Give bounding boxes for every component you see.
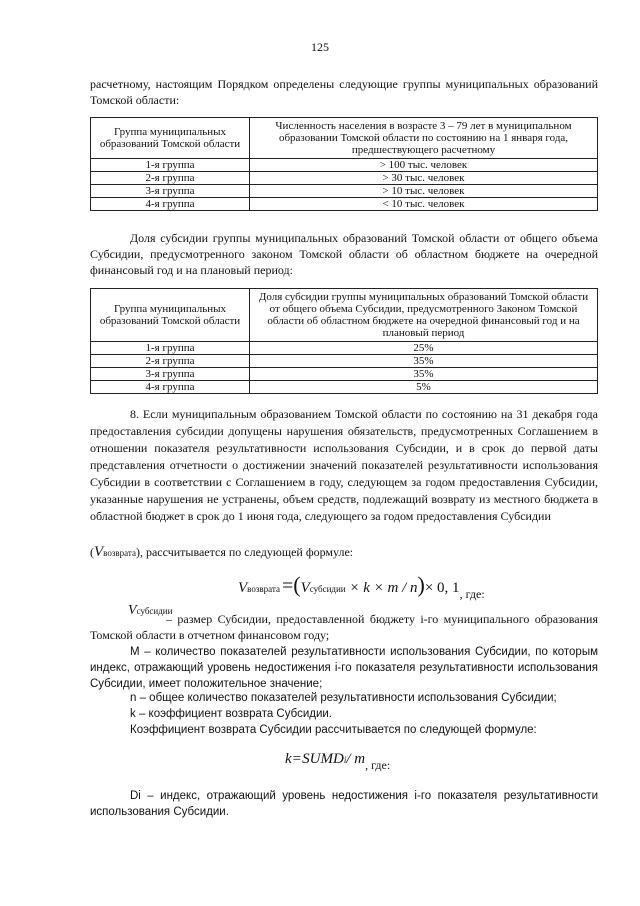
table-header-row: [91, 118, 598, 159]
formula1-lhs-sub: возврата: [247, 584, 280, 594]
table-header-cell: Доля субсидии группы муниципальных образований Томской области от общего объема Субсидии, предусмотренного Законом Томской области об областном бюджете на очередной финансовый год и на плановый период: [250, 289, 598, 342]
table-header-cell: Группа муниципальных образований Томской области: [91, 289, 250, 342]
table-row: [91, 355, 598, 368]
k-formula-intro: Коэффициент возврата Субсидии рассчитывается по следующей формуле:: [130, 724, 537, 736]
table-row: [91, 368, 598, 381]
formula1-rhs-var: V: [300, 580, 310, 596]
table-cell: > 100 тыс. человек: [250, 159, 598, 172]
formula-coefficient-k: [285, 748, 390, 771]
table-cell: 2-я группа: [91, 172, 250, 185]
definition-v-subsidy: – размер Субсидии, предоставленной бюджету i-го муниципального образования Томской области в отчетном финансовом году;: [90, 612, 598, 642]
paragraph-8: 8. Если муниципальным образованием Томской области по состоянию на 31 декабря года предоставления субсидии допущены нарушения обязательств, предусмотренных Соглашением в отношении показателя результативности использования Субсидии, и в срок до первой даты представления отчетности о достижении значений показателей результативности использования Субсидии в соответствии с Соглашением в году, следующем за годом предоставления Субсидии, указанные нарушения не устранены, объем средств, подлежащий возврату из местного бюджета в областной бюджет в срок до 1 июня года, следующего за годом предоставления Субсидии: [90, 407, 598, 523]
table-cell: 2-я группа: [91, 355, 250, 368]
table-cell: 4-я группа: [91, 198, 250, 211]
table-cell: 25%: [250, 342, 598, 355]
formula2-tail: / m: [346, 751, 366, 767]
share-intro-paragraph: Доля субсидии группы муниципальных образований Томской области от общего объема Субсидии, предусмотренного законом Томской области об областном бюджете на очередной финансовый год и на плановый период:: [90, 231, 598, 277]
table-cell: 3-я группа: [91, 368, 250, 381]
table-row: [91, 342, 598, 355]
formula2-body: SUMD: [302, 751, 344, 767]
formula2-eq: =: [292, 751, 302, 767]
table-cell: 4-я группа: [91, 381, 250, 394]
table-cell: > 30 тыс. человек: [250, 172, 598, 185]
formula2-where: , где:: [365, 758, 391, 772]
formula1-rhs-sub: субсидии: [309, 584, 346, 594]
table-cell: < 10 тыс. человек: [250, 198, 598, 211]
formula1-factor: × 0, 1: [424, 580, 460, 596]
definition-m: M – количество показателей результативности использования Субсидии, по которым индекс, отражающий уровень недостижения i-го показателя результативности использования Субсидии, имеет положительное значение;: [90, 646, 598, 690]
page-number: 125: [311, 40, 329, 54]
table-cell: > 10 тыс. человек: [250, 185, 598, 198]
table-header-cell: Численность населения в возрасте 3 – 79 лет в муниципальном образовании Томской области по состоянию на 1 января года, предшествующего расчетному: [250, 118, 598, 159]
v-return-subscript: возврата: [103, 548, 136, 558]
table-row: [91, 159, 598, 172]
formula1-lhs-var: V: [238, 580, 248, 596]
table-cell: 3-я группа: [91, 185, 250, 198]
paragraph-8-tail-text: ), рассчитывается по следующей формуле:: [135, 545, 354, 559]
definition-di: Di – индекс, отражающий уровень недостижения i-го показателя результативности использования Субсидии.: [90, 790, 598, 818]
definition-n: n – общее количество показателей результативности использования Субсидии;: [130, 692, 557, 704]
table-cell: 35%: [250, 355, 598, 368]
formula2-lhs: k: [285, 751, 292, 767]
population-groups-table: [90, 117, 598, 211]
v-return-symbol: V: [94, 544, 104, 560]
table-header-row: [91, 289, 598, 342]
formula1-rhs-rest: × k × m / n: [349, 580, 418, 596]
formula2-sub: i: [343, 755, 347, 765]
table-header-cell: Группа муниципальных образований Томской области: [91, 118, 250, 159]
table-row: [91, 172, 598, 185]
table-cell: 35%: [250, 368, 598, 381]
v-subsidy-var: V: [128, 603, 137, 618]
definition-k: k – коэффициент возврата Субсидии.: [130, 708, 332, 720]
paragraph-8-tail: (Vвозврата), рассчитывается по следующей формуле:: [90, 544, 354, 560]
table-row: [91, 198, 598, 211]
formula1-where: , где:: [459, 587, 485, 601]
table-cell: 1-я группа: [91, 342, 250, 355]
formula-return-amount: Vвозврата =(Vсубсидии × k × m / n)× 0, $1_{, где:}$: [238, 572, 485, 601]
table-row: [91, 185, 598, 198]
table-cell: 5%: [250, 381, 598, 394]
table-cell: 1-я группа: [91, 159, 250, 172]
subsidy-share-table: [90, 288, 598, 394]
table-row: [91, 381, 598, 394]
intro-paragraph: расчетному, настоящим Порядком определены следующие группы муниципальных образований Томской области:: [90, 77, 598, 107]
v-subsidy-sub: субсидии: [136, 606, 173, 616]
